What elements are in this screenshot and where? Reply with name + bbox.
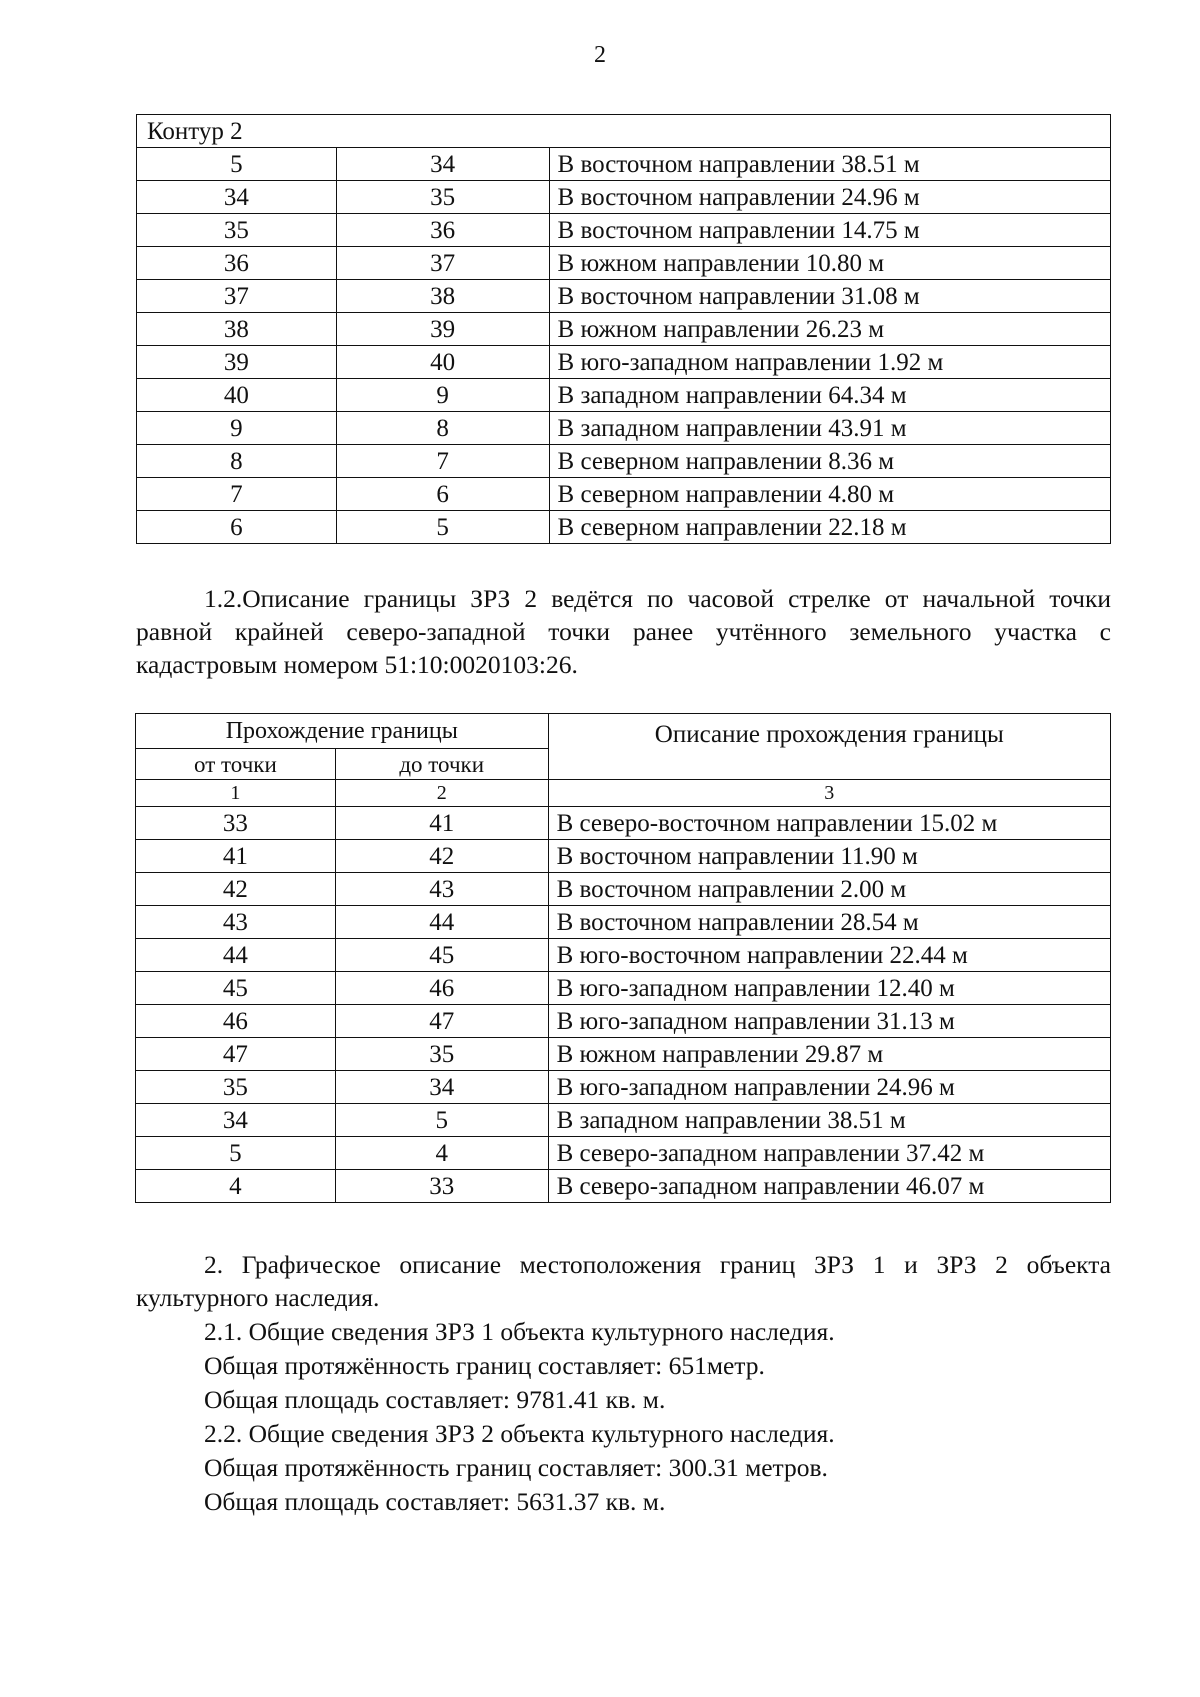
- point-from: 9: [137, 412, 337, 445]
- table-row: [137, 148, 1111, 181]
- table-row: [137, 313, 1111, 346]
- section-1-2-paragraph: 1.2.Описание границы ЗРЗ 2 ведётся по часовой стрелке от начальной точки равной крайней северо-западной точки ранее учтённого земельного участка с кадастровым номером 51:10:0020103:26.: [136, 584, 1111, 680]
- header-index-2: 2: [335, 780, 548, 807]
- table-row: [136, 1137, 1111, 1170]
- direction-description: В юго-западном направлении 1.92 м: [549, 346, 1110, 379]
- point-from: 37: [137, 280, 337, 313]
- point-to: 45: [335, 939, 548, 972]
- table-row: [137, 478, 1111, 511]
- point-to: 46: [335, 972, 548, 1005]
- contour-caption: Контур 2: [137, 115, 1111, 148]
- point-from: 46: [136, 1005, 336, 1038]
- point-to: 41: [335, 807, 548, 840]
- point-from: 4: [136, 1170, 336, 1203]
- point-from: 5: [137, 148, 337, 181]
- section-2-1-heading: 2.1. Общие сведения ЗРЗ 1 объекта культурного наследия.: [204, 1317, 835, 1346]
- point-from: 8: [137, 445, 337, 478]
- direction-description: В северо-западном направлении 37.42 м: [548, 1137, 1110, 1170]
- table-row: [136, 1071, 1111, 1104]
- header-passage: Прохождение границы: [136, 714, 549, 749]
- direction-description: В юго-западном направлении 12.40 м: [548, 972, 1110, 1005]
- direction-description: В восточном направлении 38.51 м: [549, 148, 1110, 181]
- direction-description: В северном направлении 8.36 м: [549, 445, 1110, 478]
- header-to: до точки: [335, 749, 548, 780]
- point-from: 34: [136, 1104, 336, 1137]
- direction-description: В восточном направлении 14.75 м: [549, 214, 1110, 247]
- header-from: от точки: [136, 749, 336, 780]
- point-to: 4: [335, 1137, 548, 1170]
- point-from: 33: [136, 807, 336, 840]
- table-index-row: [136, 780, 1111, 807]
- point-to: 9: [336, 379, 549, 412]
- table-row: [136, 1038, 1111, 1071]
- zrz1-area: Общая площадь составляет: 9781.41 кв. м.: [204, 1385, 666, 1414]
- table-row: [137, 511, 1111, 544]
- contour-caption-row: [137, 115, 1111, 148]
- point-from: 6: [137, 511, 337, 544]
- direction-description: В западном направлении 64.34 м: [549, 379, 1110, 412]
- point-from: 36: [137, 247, 337, 280]
- direction-description: В северо-западном направлении 46.07 м: [548, 1170, 1110, 1203]
- direction-description: В юго-западном направлении 24.96 м: [548, 1071, 1110, 1104]
- point-from: 39: [137, 346, 337, 379]
- direction-description: В южном направлении 29.87 м: [548, 1038, 1110, 1071]
- direction-description: В северо-восточном направлении 15.02 м: [548, 807, 1110, 840]
- point-from: 35: [137, 214, 337, 247]
- direction-description: В западном направлении 38.51 м: [548, 1104, 1110, 1137]
- table-row: [136, 840, 1111, 873]
- zrz2-boundary-table: [135, 713, 1111, 1203]
- point-to: 7: [336, 445, 549, 478]
- point-from: 40: [137, 379, 337, 412]
- point-to: 8: [336, 412, 549, 445]
- direction-description: В северном направлении 22.18 м: [549, 511, 1110, 544]
- table-row: [137, 445, 1111, 478]
- header-description: Описание прохождения границы: [548, 714, 1110, 780]
- point-to: 47: [335, 1005, 548, 1038]
- direction-description: В юго-восточном направлении 22.44 м: [548, 939, 1110, 972]
- direction-description: В восточном направлении 2.00 м: [548, 873, 1110, 906]
- table-row: [137, 214, 1111, 247]
- zrz2-area: Общая площадь составляет: 5631.37 кв. м.: [204, 1487, 666, 1516]
- point-from: 35: [136, 1071, 336, 1104]
- table-row: [136, 906, 1111, 939]
- table-row: [137, 379, 1111, 412]
- point-to: 37: [336, 247, 549, 280]
- section-2-paragraph: 2. Графическое описание местоположения границ ЗРЗ 1 и ЗРЗ 2 объекта культурного наследия.: [136, 1250, 1111, 1313]
- point-to: 34: [335, 1071, 548, 1104]
- point-to: 5: [336, 511, 549, 544]
- point-to: 36: [336, 214, 549, 247]
- direction-description: В южном направлении 10.80 м: [549, 247, 1110, 280]
- point-from: 7: [137, 478, 337, 511]
- zrz2-length: Общая протяжённость границ составляет: 300.31 метров.: [204, 1453, 828, 1482]
- table-row: [137, 346, 1111, 379]
- table-row: [137, 412, 1111, 445]
- point-to: 39: [336, 313, 549, 346]
- table-row: [136, 939, 1111, 972]
- direction-description: В восточном направлении 24.96 м: [549, 181, 1110, 214]
- contour-2-table: [136, 114, 1111, 544]
- table-row: [136, 873, 1111, 906]
- table-row: [137, 247, 1111, 280]
- direction-description: В восточном направлении 28.54 м: [548, 906, 1110, 939]
- point-from: 5: [136, 1137, 336, 1170]
- direction-description: В западном направлении 43.91 м: [549, 412, 1110, 445]
- section-2-2-heading: 2.2. Общие сведения ЗРЗ 2 объекта культурного наследия.: [204, 1419, 835, 1448]
- point-from: 34: [137, 181, 337, 214]
- table-header-row: [136, 714, 1111, 749]
- table-row: [136, 807, 1111, 840]
- table-row: [136, 1170, 1111, 1203]
- page-number: 2: [594, 42, 606, 68]
- point-from: 42: [136, 873, 336, 906]
- table-row: [136, 972, 1111, 1005]
- point-from: 43: [136, 906, 336, 939]
- table-row: [137, 280, 1111, 313]
- point-to: 42: [335, 840, 548, 873]
- point-from: 47: [136, 1038, 336, 1071]
- direction-description: В восточном направлении 11.90 м: [548, 840, 1110, 873]
- point-to: 44: [335, 906, 548, 939]
- point-to: 40: [336, 346, 549, 379]
- header-index-1: 1: [136, 780, 336, 807]
- table-row: [136, 1005, 1111, 1038]
- direction-description: В северном направлении 4.80 м: [549, 478, 1110, 511]
- point-from: 44: [136, 939, 336, 972]
- direction-description: В юго-западном направлении 31.13 м: [548, 1005, 1110, 1038]
- point-to: 6: [336, 478, 549, 511]
- point-to: 33: [335, 1170, 548, 1203]
- direction-description: В восточном направлении 31.08 м: [549, 280, 1110, 313]
- point-to: 38: [336, 280, 549, 313]
- point-to: 34: [336, 148, 549, 181]
- point-to: 43: [335, 873, 548, 906]
- table-row: [136, 1104, 1111, 1137]
- header-index-3: 3: [548, 780, 1110, 807]
- point-from: 45: [136, 972, 336, 1005]
- zrz1-length: Общая протяжённость границ составляет: 651метр.: [204, 1351, 765, 1380]
- point-to: 35: [335, 1038, 548, 1071]
- point-to: 5: [335, 1104, 548, 1137]
- direction-description: В южном направлении 26.23 м: [549, 313, 1110, 346]
- point-to: 35: [336, 181, 549, 214]
- point-from: 38: [137, 313, 337, 346]
- table-row: [137, 181, 1111, 214]
- point-from: 41: [136, 840, 336, 873]
